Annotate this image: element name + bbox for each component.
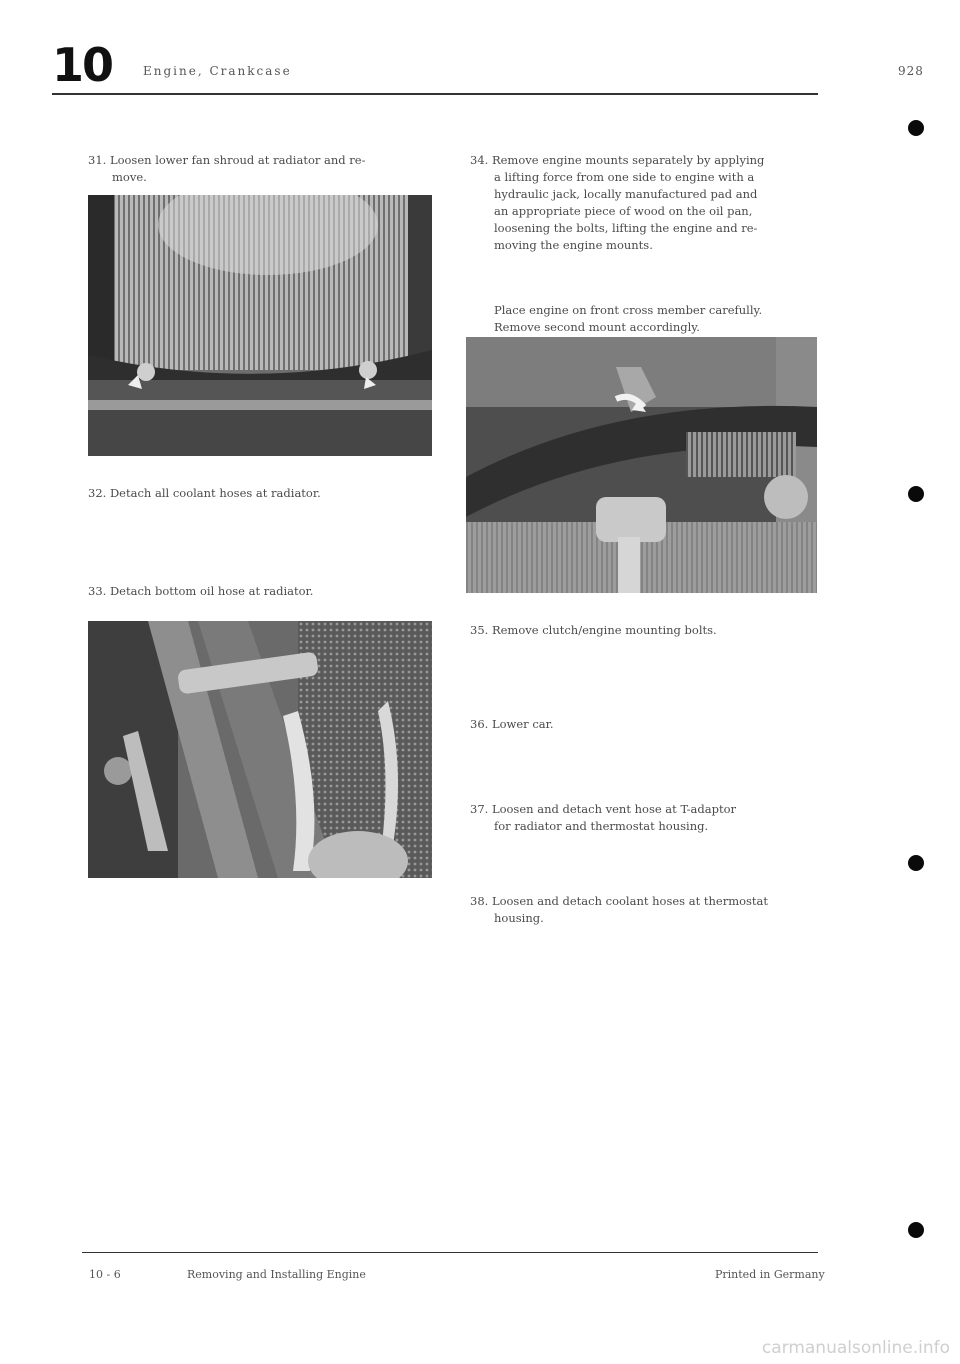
step-38 [470, 893, 850, 927]
step-text-cont: housing. [494, 911, 544, 925]
step-number: 34. [470, 153, 489, 167]
punch-hole [908, 855, 924, 871]
step-text-line: hydraulic jack, locally manufactured pad and [494, 187, 758, 201]
step-number: 36. [470, 717, 489, 731]
footer-page-number: 10 - 6 [89, 1268, 121, 1281]
step-34-note [494, 302, 850, 336]
footer-printed: Printed in Germany [715, 1268, 825, 1281]
step-text: Detach bottom oil hose at radiator. [109, 584, 314, 598]
watermark: carmanualsonline.info [761, 1338, 950, 1358]
footer-rule [82, 1252, 818, 1253]
step-text-line: loosening the bolts, lifting the engine and re- [494, 221, 758, 235]
step-text: Lower car. [491, 717, 554, 731]
step-33 [88, 583, 448, 600]
step-31 [88, 152, 448, 186]
step-34 [470, 152, 850, 254]
note-line: Remove second mount accordingly. [494, 320, 700, 334]
step-35 [470, 622, 850, 639]
step-text: Loosen and detach vent hose at T-adaptor [491, 802, 736, 816]
step-number: 31. [88, 153, 107, 167]
step-text: Remove clutch/engine mounting bolts. [491, 623, 717, 637]
step-36 [470, 716, 850, 733]
footer-section: Removing and Installing Engine [187, 1268, 366, 1281]
header-rule [52, 93, 818, 95]
model-number: 928 [898, 64, 924, 78]
step-number: 37. [470, 802, 489, 816]
step-number: 38. [470, 894, 489, 908]
step-text-cont: for radiator and thermostat housing. [494, 819, 709, 833]
step-number: 32. [88, 486, 107, 500]
step-text-line: moving the engine mounts. [494, 238, 653, 252]
step-number: 33. [88, 584, 107, 598]
section-number: 10 [52, 38, 113, 92]
punch-hole [908, 1222, 924, 1238]
note-line: Place engine on front cross member carefully. [494, 303, 763, 317]
header-title: Engine, Crankcase [143, 64, 292, 78]
step-text: Detach all coolant hoses at radiator. [109, 486, 321, 500]
punch-hole [908, 120, 924, 136]
step-32 [88, 485, 448, 502]
step-text: Loosen and detach coolant hoses at thermostat [491, 894, 769, 908]
step-text-line: a lifting force from one side to engine with a [494, 170, 755, 184]
photo-radiator-fan-shroud [88, 195, 432, 456]
step-text-cont: move. [112, 170, 147, 184]
step-number: 35. [470, 623, 489, 637]
step-text-line: an appropriate piece of wood on the oil pan, [494, 204, 753, 218]
step-37 [470, 801, 850, 835]
step-text: Loosen lower fan shroud at radiator and re- [109, 153, 366, 167]
punch-hole [908, 486, 924, 502]
photo-engine-mount [466, 337, 817, 593]
step-text: Remove engine mounts separately by applying [491, 153, 765, 167]
photo-bottom-oil-hose [88, 621, 432, 878]
